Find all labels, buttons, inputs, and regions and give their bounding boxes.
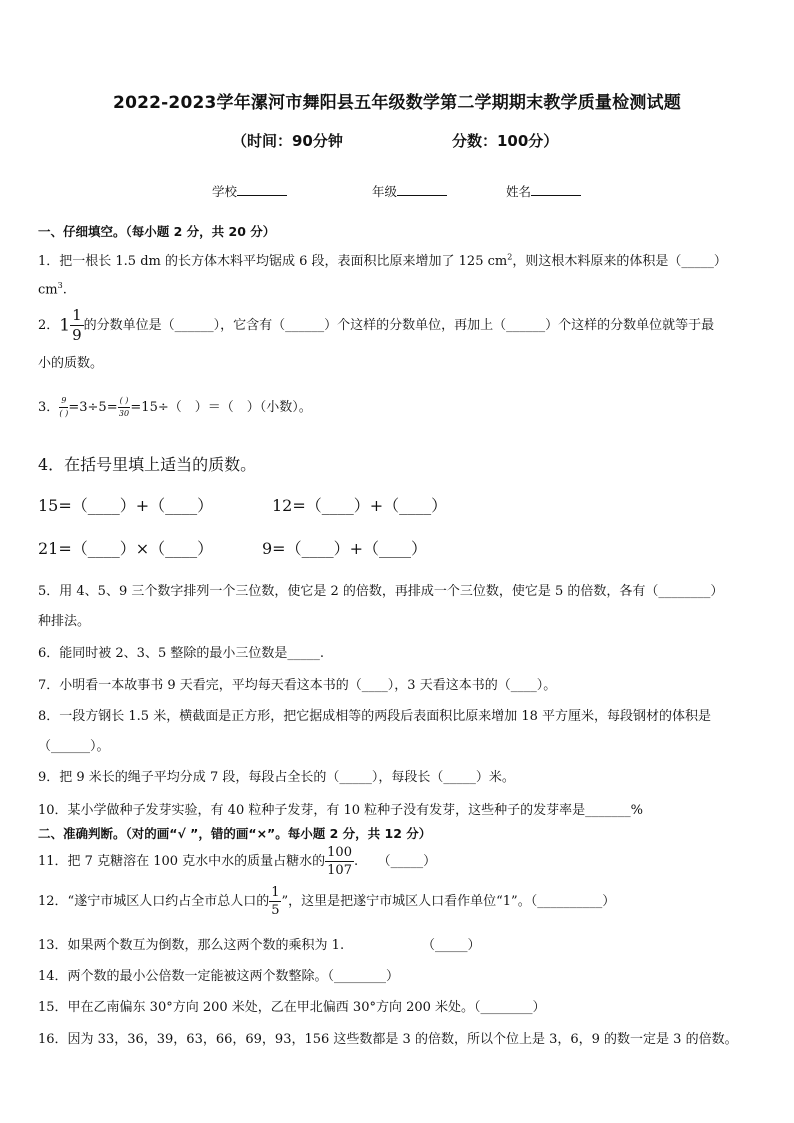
question-15: 15．甲在乙南偏东 30°方向 200 米处，乙在甲北偏西 30°方向 200 米处。（________） <box>38 1000 546 1015</box>
q3-rest: =15÷（ ）＝（ ）（小数）。 <box>130 400 312 415</box>
question-12 <box>38 886 615 917</box>
q11-fraction <box>325 846 354 877</box>
q1-unit-end: . <box>62 282 67 298</box>
q1-text: 1．把一根长 1.5 dm 的长方体木料平均锯成 6 段，表面积比原来增加了 125 cm <box>38 254 508 269</box>
grade-label: 年级 <box>372 184 398 199</box>
question-5-line2: 种排法。 <box>38 614 91 629</box>
question-3 <box>38 396 312 418</box>
q3-f1-den: ( ) <box>59 409 69 418</box>
q2-text: 的分数单位是（______），它含有（______）个这样的分数单位，再加上（______）个这样的分数单位就等于最 <box>83 318 715 333</box>
q11-tail: . （_____） <box>353 854 437 869</box>
exam-time: （时间：90分钟 <box>232 132 343 150</box>
question-2-line2: 小的质数。 <box>38 356 104 371</box>
exam-title: 2022-2023学年漯河市舞阳县五年级数学第二学期期末教学质量检测试题 <box>113 93 681 113</box>
grade-blank[interactable] <box>397 183 447 196</box>
q12-num: 1 <box>271 885 280 900</box>
question-11 <box>38 846 436 877</box>
q2-den: 9 <box>72 326 82 344</box>
question-13: 13．如果两个数互为倒数，那么这两个数的乘积为 1. <box>38 938 345 953</box>
q3-mid: =3÷5= <box>68 400 118 415</box>
question-1-unit <box>38 281 67 297</box>
q3-fraction-1 <box>59 397 68 418</box>
q4-row2-right: 9=（____）+（____） <box>262 539 427 558</box>
q3-f2-num: ( ) <box>118 397 131 408</box>
section-2-heading: 二、准确判断。（对的画“√ ”，错的画“×”。每小题 2 分，共 12 分） <box>38 826 432 841</box>
q12-fraction <box>269 886 281 917</box>
q12-text: 12．“遂宁市城区人口约占全市总人口的 <box>38 894 270 909</box>
question-8: 8．一段方钢长 1.5 米，横截面是正方形，把它据成相等的两段后表面积比原来增加 18 平方厘米，每段钢材的体积是 <box>38 709 712 724</box>
q11-text: 11．把 7 克糖溶在 100 克水中水的质量占糖水的 <box>38 854 326 869</box>
q4-row1-right: 12=（____）+（____） <box>272 496 448 515</box>
question-5: 5．用 4、5、9 三个数字排列一个三位数，使它是 2 的倍数，再排成一个三位数，使它是 5 的倍数，各有（________） <box>38 584 724 599</box>
q11-den: 107 <box>327 863 352 878</box>
q1-sup: 2 <box>507 252 513 262</box>
q2-prefix: 2． <box>38 318 60 333</box>
name-label: 姓名 <box>506 184 532 199</box>
q12-den: 5 <box>271 903 280 918</box>
school-blank[interactable] <box>237 183 287 196</box>
question-13-answer: （_____） <box>422 938 481 953</box>
question-1 <box>38 250 727 269</box>
name-field[interactable] <box>506 182 581 200</box>
q2-num: 1 <box>72 306 82 324</box>
q12-tail: ”，这里是把遂宁市城区人口看作单位“1”。（__________） <box>281 894 616 909</box>
q3-fraction-2 <box>118 397 131 418</box>
question-16: 16．因为 33，36，39，63，66，69，93，156 这些数都是 3 的倍数，所以个位上是 3，6，9 的数一定是 3 的倍数。 <box>38 1032 738 1047</box>
school-label: 学校 <box>212 184 238 199</box>
question-8-line2: （______）。 <box>38 739 110 754</box>
question-6: 6．能同时被 2、3、5 整除的最小三位数是_____. <box>38 646 324 661</box>
q1-unit: cm <box>38 282 58 298</box>
school-field[interactable] <box>212 182 287 200</box>
q11-num: 100 <box>327 845 352 860</box>
q2-whole: 1 <box>59 315 71 336</box>
q3-prefix: 3． <box>38 400 60 415</box>
question-7: 7．小明看一本故事书 9 天看完，平均每天看这本书的（____），3 天看这本书的（____）。 <box>38 678 557 693</box>
q1-unit-sup: 3 <box>57 281 63 290</box>
q3-f2-den: 30 <box>118 409 130 418</box>
q2-fraction <box>70 308 84 343</box>
q3-f1-num: 9 <box>59 397 68 408</box>
q4-row2-left: 21=（____）×（____） <box>38 539 214 558</box>
question-14: 14．两个数的最小公倍数一定能被这两个数整除。（________） <box>38 969 400 984</box>
grade-field[interactable] <box>372 182 447 200</box>
question-10: 10．某小学做种子发芽实验，有 40 粒种子发芽，有 10 粒种子没有发芽，这些种子的发芽率是_______% <box>38 803 644 818</box>
q4-row1-left: 15=（____）+（____） <box>38 496 214 515</box>
name-blank[interactable] <box>531 183 581 196</box>
section-1-heading: 一、仔细填空。（每小题 2 分，共 20 分） <box>38 224 276 239</box>
exam-score: 分数：100分） <box>452 132 559 150</box>
question-2 <box>38 308 714 343</box>
question-9: 9．把 9 米长的绳子平均分成 7 段，每段占全长的（_____），每段长（_____）米。 <box>38 770 515 785</box>
question-4-heading: 4．在括号里填上适当的质数。 <box>38 455 257 474</box>
q1-tail: ，则这根木料原来的体积是（_____） <box>512 254 727 269</box>
